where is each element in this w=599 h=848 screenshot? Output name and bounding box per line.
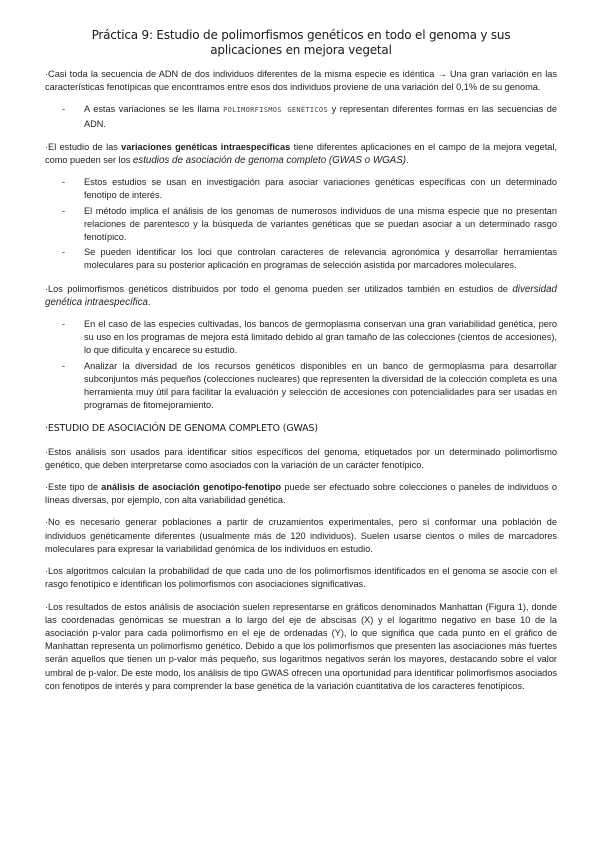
list-germoplasma [45,318,557,412]
paragraph-poblaciones: ·No es necesario generar poblaciones a partir de cruzamientos experimentales, pero sí conformar una población de individuos genéticamente diferentes (usualmente más de 120 individuos). Suelen usarse cientos o miles de marcadores moleculares para expresar la variabilidad genómica de los individuos en estudio. [45,517,557,554]
bold-term: variaciones genéticas intraespecíficas [121,141,291,152]
paragraph-diversidad: ·Los polimorfismos genéticos distribuidos por todo el genoma pueden ser utilizados también en estudios de diversidad genética intraespecífica. [45,283,557,308]
paragraph-genotipo-fenotipo: ·Este tipo de análisis de asociación genotipo-fenotipo puede ser efectuado sobre colecciones o paneles de individuos o líneas diversas, por ejemplo, con alta variabilidad genética. [45,482,557,506]
list-gwas-aplicaciones [45,176,557,272]
dash-marker: - [62,104,66,115]
italic-term: diversidad genética intraespecífica [45,283,557,308]
list-item: - Se pueden identificar los loci que controlan caracteres de relevancia agronómica y desarrollar herramientas moleculares para su posterior aplicación en programas de selección asistida por marcadores moleculares. [62,247,557,271]
dash-marker: - [62,319,66,330]
paragraph-manhattan: ·Los resultados de estos análisis de asociación suelen representarse en gráficos denominados Manhattan (Figura 1), donde las coordenadas genómicas se muestran a lo largo del eje de abscisas (X) y el logaritmo negativo en base 10 de la asociación p-valor para cada polimorfismo en el eje de ordenadas (Y), lo que significa que cada punto en el gráfico de Manhattan representa un polimorfismo genético. Debido a que los polimorfismos que presenten las asociaciones más fuertes serán aquellos que tienen un p-valor más pequeño, sus logaritmos negativos serán los mayores, destacando sobre el valor umbral de p-valor. De este modo, los análisis de tipo GWAS ofrecen una oportunidad para identificar polimorfismos asociados con fenotipos de interés y para comprender la base genética de la variación cuantitativa de los caracteres fenotípicos. [45,601,557,691]
paragraph-analisis: ·Estos análisis son usados para identificar sitios específicos del genoma, etiquetados por un determinado polimorfismo genético, que deben interpretarse como asociados con la variación de un carácter fenotípico. [45,446,557,470]
list-item: - En el caso de las especies cultivadas, los bancos de germoplasma conservan una gran variabilidad genética, pero su uso en los programas de mejora está limitado debido al gran tamaño de las colecciones (cientos de accesiones), lo que dificulta y encarece su estudio. [62,319,557,356]
section-heading-gwas: ·ESTUDIO DE ASOCIACIÓN DE GENOMA COMPLETO (GWAS) [45,423,318,435]
list-item: - Analizar la diversidad de los recursos genéticos disponibles en un banco de germoplasma para desarrollar subconjuntos más pequeños (colecciones nucleares) que representen la diversidad de la colección completa es una herramienta muy útil para facilitar la evaluación y selección de accesiones con potencialidades para ser usadas en programas de fitomejoramiento. [62,360,557,411]
list-polimorfismos [45,103,557,130]
list-item: - Estos estudios se usan en investigación para asociar variaciones genéticas específicas con un determinado fenotipo de interés. [62,177,557,201]
paragraph-variaciones: ·El estudio de las variaciones genéticas intraespecíficas tiene diferentes aplicaciones en el campo de la mejora vegetal, como pueden ser los estudios de asociación de genoma completo (GWAS o WGAS). [45,141,558,167]
dash-marker: - [62,247,66,258]
handwritten-term: POLIMORFISMOS GENÉTICOS [223,106,328,115]
dash-marker: - [62,177,66,188]
dash-marker: - [62,205,66,216]
list-item: - El método implica el análisis de los genomas de numerosos individuos de una misma especie que no presentan relaciones de parentesco y la búsqueda de variantes genéticas que se puedan asociar a un determinado rasgo fenotípico. [62,205,557,243]
bold-term: análisis de asociación genotipo-fenotipo [101,482,282,493]
page-title: Práctica 9: Estudio de polimorfismos genéticos en todo el genoma y sus aplicaciones en mejora vegetal [91,28,511,57]
dash-marker: - [62,360,66,371]
paragraph-adn-identidad: ·Casi toda la secuencia de ADN de dos individuos diferentes de la misma especie es idéntica → Una gran variación en las características fenotípicas que encontramos entre esos dos individuos proviene de una variación del 0,1% de su genoma. [45,69,557,93]
list-item: - A estas variaciones se les llama POLIMORFISMOS GENÉTICOS y representan diferentes formas en las secuencias de ADN. [62,104,557,129]
italic-term: estudios de asociación de genoma completo (GWAS o WGAS) [132,155,407,167]
paragraph-algoritmos: ·Los algoritmos calculan la probabilidad de que cada uno de los polimorfismos identificados en el genoma se asocie con el rasgo fenotípico e identifican los polimorfismos con asociaciones significativas. [45,566,557,590]
